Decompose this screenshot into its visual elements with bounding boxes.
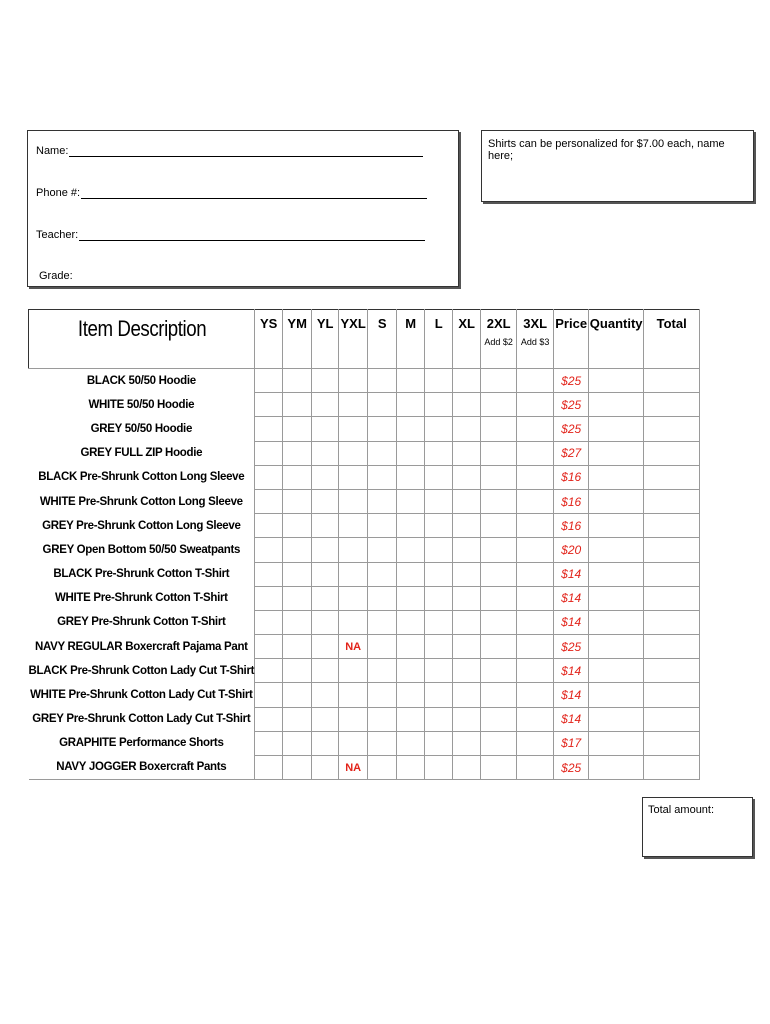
item-description: GREY 50/50 Hoodie — [29, 417, 255, 441]
size-cell-s[interactable] — [368, 489, 397, 513]
size-cell-yl[interactable] — [312, 610, 339, 634]
size-cell-2xl[interactable] — [481, 683, 517, 707]
size-cell-2xl[interactable] — [481, 514, 517, 538]
size-cell-yxl[interactable] — [339, 417, 368, 441]
order-table-body — [29, 369, 700, 780]
item-description: GREY Pre-Shrunk Cotton T-Shirt — [29, 610, 255, 634]
header-2xl-label: 2XL — [486, 316, 511, 331]
size-cell-l[interactable] — [425, 707, 453, 731]
size-cell-3xl[interactable] — [517, 393, 554, 417]
size-cell-l[interactable] — [425, 731, 453, 755]
size-cell-yxl[interactable] — [339, 610, 368, 634]
size-cell-s[interactable] — [368, 707, 397, 731]
table-row — [29, 659, 700, 683]
row-total-cell[interactable] — [644, 417, 700, 441]
size-cell-3xl[interactable] — [517, 441, 554, 465]
size-cell-xl[interactable] — [453, 610, 481, 634]
header-quantity: Quantity — [589, 310, 644, 369]
quantity-cell[interactable] — [589, 731, 644, 755]
size-cell-s[interactable] — [368, 393, 397, 417]
quantity-cell[interactable] — [589, 393, 644, 417]
row-total-cell[interactable] — [644, 610, 700, 634]
table-row — [29, 683, 700, 707]
price-cell: $16 — [554, 514, 589, 538]
size-cell-m[interactable] — [397, 538, 425, 562]
item-description: WHITE Pre-Shrunk Cotton Lady Cut T-Shirt — [29, 683, 255, 707]
size-cell-2xl[interactable] — [481, 731, 517, 755]
size-cell-yl[interactable] — [312, 731, 339, 755]
row-total-cell[interactable] — [644, 465, 700, 489]
size-cell-yxl[interactable] — [339, 731, 368, 755]
header-yxl: YXL — [339, 310, 368, 369]
size-cell-xl[interactable] — [453, 683, 481, 707]
item-description: BLACK Pre-Shrunk Cotton T-Shirt — [29, 562, 255, 586]
quantity-cell[interactable] — [589, 417, 644, 441]
size-cell-ym[interactable] — [283, 707, 312, 731]
size-cell-ym[interactable] — [283, 610, 312, 634]
row-total-cell[interactable] — [644, 538, 700, 562]
row-total-cell[interactable] — [644, 562, 700, 586]
price-cell: $14 — [554, 610, 589, 634]
personalization-text: Shirts can be personalized for $7.00 each, name here; — [488, 138, 725, 162]
row-total-cell[interactable] — [644, 731, 700, 755]
header-2xl-addon: Add $2 — [484, 337, 513, 347]
size-cell-xl[interactable] — [453, 417, 481, 441]
size-cell-3xl[interactable] — [517, 610, 554, 634]
table-header-row — [29, 310, 700, 369]
size-cell-xl[interactable] — [453, 538, 481, 562]
size-cell-3xl[interactable] — [517, 538, 554, 562]
size-cell-3xl[interactable] — [517, 514, 554, 538]
row-total-cell[interactable] — [644, 514, 700, 538]
size-cell-ym[interactable] — [283, 441, 312, 465]
price-cell: $25 — [554, 417, 589, 441]
header-price: Price — [554, 310, 589, 369]
size-cell-ym[interactable] — [283, 393, 312, 417]
price-cell: $16 — [554, 489, 589, 513]
phone-label: Phone #: — [36, 187, 81, 199]
size-cell-xl[interactable] — [453, 707, 481, 731]
header-m: M — [397, 310, 425, 369]
size-cell-3xl[interactable] — [517, 635, 554, 659]
header-s: S — [368, 310, 397, 369]
item-description: WHITE 50/50 Hoodie — [29, 393, 255, 417]
size-cell-l[interactable] — [425, 756, 453, 780]
size-cell-ys[interactable] — [255, 586, 283, 610]
header-ys: YS — [255, 310, 283, 369]
name-field[interactable] — [69, 144, 423, 157]
size-cell-s[interactable] — [368, 538, 397, 562]
header-xl: XL — [453, 310, 481, 369]
table-row — [29, 635, 700, 659]
size-cell-ys[interactable] — [255, 731, 283, 755]
quantity-cell[interactable] — [589, 635, 644, 659]
size-cell-l[interactable] — [425, 683, 453, 707]
price-cell: $14 — [554, 659, 589, 683]
size-cell-ym[interactable] — [283, 489, 312, 513]
item-description: NAVY JOGGER Boxercraft Pants — [29, 756, 255, 780]
row-total-cell[interactable] — [644, 369, 700, 393]
size-cell-m[interactable] — [397, 707, 425, 731]
size-cell-ym[interactable] — [283, 538, 312, 562]
size-cell-yxl[interactable] — [339, 562, 368, 586]
price-cell: $14 — [554, 586, 589, 610]
size-cell-s[interactable] — [368, 610, 397, 634]
size-cell-2xl[interactable] — [481, 489, 517, 513]
size-cell-3xl[interactable] — [517, 417, 554, 441]
size-cell-ys[interactable] — [255, 659, 283, 683]
size-cell-ys[interactable] — [255, 538, 283, 562]
size-cell-l[interactable] — [425, 514, 453, 538]
size-cell-ym[interactable] — [283, 465, 312, 489]
size-cell-ys[interactable] — [255, 417, 283, 441]
size-cell-2xl[interactable] — [481, 393, 517, 417]
contact-info-box — [27, 130, 459, 287]
quantity-cell[interactable] — [589, 756, 644, 780]
row-total-cell[interactable] — [644, 683, 700, 707]
size-cell-s[interactable] — [368, 441, 397, 465]
size-cell-ym[interactable] — [283, 369, 312, 393]
size-cell-m[interactable] — [397, 756, 425, 780]
size-cell-yxl[interactable] — [339, 514, 368, 538]
size-cell-ys[interactable] — [255, 441, 283, 465]
size-cell-yxl[interactable] — [339, 369, 368, 393]
size-cell-ys[interactable] — [255, 369, 283, 393]
size-cell-m[interactable] — [397, 514, 425, 538]
size-cell-m[interactable] — [397, 417, 425, 441]
quantity-cell[interactable] — [589, 586, 644, 610]
size-cell-yxl[interactable] — [339, 659, 368, 683]
size-cell-m[interactable] — [397, 369, 425, 393]
size-cell-ym[interactable] — [283, 659, 312, 683]
item-description: GREY FULL ZIP Hoodie — [29, 441, 255, 465]
quantity-cell[interactable] — [589, 369, 644, 393]
size-cell-l[interactable] — [425, 489, 453, 513]
size-cell-yxl[interactable] — [339, 489, 368, 513]
size-cell-3xl[interactable] — [517, 756, 554, 780]
table-row — [29, 441, 700, 465]
size-cell-xl[interactable] — [453, 562, 481, 586]
size-cell-s[interactable] — [368, 562, 397, 586]
row-total-cell[interactable] — [644, 756, 700, 780]
item-description: WHITE Pre-Shrunk Cotton Long Sleeve — [29, 489, 255, 513]
table-row — [29, 538, 700, 562]
size-cell-3xl[interactable] — [517, 465, 554, 489]
size-cell-l[interactable] — [425, 417, 453, 441]
price-cell: $14 — [554, 562, 589, 586]
row-total-cell[interactable] — [644, 393, 700, 417]
size-cell-yxl[interactable] — [339, 538, 368, 562]
row-total-cell[interactable] — [644, 659, 700, 683]
size-cell-2xl[interactable] — [481, 538, 517, 562]
size-cell-xl[interactable] — [453, 489, 481, 513]
quantity-cell[interactable] — [589, 562, 644, 586]
size-cell-yl[interactable] — [312, 393, 339, 417]
size-cell-yxl[interactable] — [339, 707, 368, 731]
table-row — [29, 489, 700, 513]
size-cell-l[interactable] — [425, 562, 453, 586]
size-cell-ym[interactable] — [283, 514, 312, 538]
table-row — [29, 707, 700, 731]
size-cell-ys[interactable] — [255, 756, 283, 780]
table-row — [29, 417, 700, 441]
size-cell-xl[interactable] — [453, 586, 481, 610]
phone-field[interactable] — [81, 186, 427, 199]
size-cell-3xl[interactable] — [517, 707, 554, 731]
size-cell-ym[interactable] — [283, 756, 312, 780]
table-row — [29, 586, 700, 610]
size-cell-ys[interactable] — [255, 683, 283, 707]
size-cell-ym[interactable] — [283, 562, 312, 586]
size-cell-yl[interactable] — [312, 417, 339, 441]
size-cell-xl[interactable] — [453, 659, 481, 683]
total-amount-box[interactable] — [642, 797, 753, 857]
size-cell-l[interactable] — [425, 659, 453, 683]
size-cell-yl[interactable] — [312, 756, 339, 780]
size-cell-3xl[interactable] — [517, 731, 554, 755]
total-amount-label: Total amount: — [648, 804, 715, 816]
quantity-cell[interactable] — [589, 683, 644, 707]
size-cell-ym[interactable] — [283, 586, 312, 610]
size-cell-yxl[interactable] — [339, 441, 368, 465]
size-cell-3xl[interactable] — [517, 683, 554, 707]
item-description: GRAPHITE Performance Shorts — [29, 731, 255, 755]
quantity-cell[interactable] — [589, 441, 644, 465]
row-total-cell[interactable] — [644, 707, 700, 731]
size-cell-l[interactable] — [425, 586, 453, 610]
size-cell-3xl[interactable] — [517, 659, 554, 683]
size-cell-2xl[interactable] — [481, 659, 517, 683]
size-cell-yxl: NA — [339, 635, 368, 659]
header-total: Total — [644, 310, 700, 369]
order-table — [28, 309, 700, 780]
size-cell-m[interactable] — [397, 683, 425, 707]
size-cell-xl[interactable] — [453, 756, 481, 780]
size-cell-3xl[interactable] — [517, 586, 554, 610]
size-cell-m[interactable] — [397, 731, 425, 755]
table-row — [29, 610, 700, 634]
quantity-cell[interactable] — [589, 707, 644, 731]
size-cell-m[interactable] — [397, 586, 425, 610]
size-cell-s[interactable] — [368, 683, 397, 707]
size-cell-ys[interactable] — [255, 393, 283, 417]
size-cell-yl[interactable] — [312, 562, 339, 586]
phone-row — [36, 186, 427, 199]
size-cell-m[interactable] — [397, 659, 425, 683]
quantity-cell[interactable] — [589, 514, 644, 538]
size-cell-yxl[interactable] — [339, 465, 368, 489]
size-cell-2xl[interactable] — [481, 369, 517, 393]
header-yl: YL — [312, 310, 339, 369]
grade-label: Grade: — [39, 270, 73, 282]
header-2xl — [481, 310, 517, 369]
header-3xl — [517, 310, 554, 369]
size-cell-yl[interactable] — [312, 586, 339, 610]
size-cell-2xl[interactable] — [481, 610, 517, 634]
size-cell-xl[interactable] — [453, 393, 481, 417]
size-cell-2xl[interactable] — [481, 586, 517, 610]
header-l: L — [425, 310, 453, 369]
size-cell-xl[interactable] — [453, 369, 481, 393]
size-cell-l[interactable] — [425, 441, 453, 465]
size-cell-yl[interactable] — [312, 659, 339, 683]
size-cell-2xl[interactable] — [481, 417, 517, 441]
table-row — [29, 369, 700, 393]
size-cell-m[interactable] — [397, 441, 425, 465]
size-cell-ys[interactable] — [255, 514, 283, 538]
size-cell-l[interactable] — [425, 465, 453, 489]
size-cell-ym[interactable] — [283, 417, 312, 441]
grade-row — [39, 270, 73, 282]
size-cell-yxl: NA — [339, 756, 368, 780]
price-cell: $25 — [554, 393, 589, 417]
size-cell-l[interactable] — [425, 538, 453, 562]
size-cell-yl[interactable] — [312, 683, 339, 707]
size-cell-s[interactable] — [368, 659, 397, 683]
header-item-description: Item Description — [45, 310, 237, 369]
size-cell-ys[interactable] — [255, 707, 283, 731]
size-cell-ys[interactable] — [255, 610, 283, 634]
price-cell: $20 — [554, 538, 589, 562]
quantity-cell[interactable] — [589, 659, 644, 683]
size-cell-l[interactable] — [425, 369, 453, 393]
size-cell-m[interactable] — [397, 635, 425, 659]
teacher-field[interactable] — [79, 228, 425, 241]
price-cell: $17 — [554, 731, 589, 755]
size-cell-xl[interactable] — [453, 465, 481, 489]
header-ym: YM — [283, 310, 312, 369]
item-description: BLACK 50/50 Hoodie — [29, 369, 255, 393]
size-cell-m[interactable] — [397, 610, 425, 634]
size-cell-s[interactable] — [368, 369, 397, 393]
quantity-cell[interactable] — [589, 538, 644, 562]
name-label: Name: — [36, 145, 69, 157]
item-description: NAVY REGULAR Boxercraft Pajama Pant — [29, 635, 255, 659]
price-cell: $14 — [554, 707, 589, 731]
size-cell-yxl[interactable] — [339, 683, 368, 707]
size-cell-yl[interactable] — [312, 465, 339, 489]
size-cell-s[interactable] — [368, 514, 397, 538]
size-cell-yl[interactable] — [312, 369, 339, 393]
size-cell-ym[interactable] — [283, 731, 312, 755]
size-cell-yl[interactable] — [312, 489, 339, 513]
size-cell-2xl[interactable] — [481, 635, 517, 659]
size-cell-3xl[interactable] — [517, 562, 554, 586]
price-cell: $25 — [554, 369, 589, 393]
header-3xl-label: 3XL — [523, 316, 548, 331]
size-cell-ys[interactable] — [255, 635, 283, 659]
row-total-cell[interactable] — [644, 586, 700, 610]
size-cell-xl[interactable] — [453, 635, 481, 659]
size-cell-s[interactable] — [368, 635, 397, 659]
size-cell-l[interactable] — [425, 610, 453, 634]
size-cell-m[interactable] — [397, 562, 425, 586]
size-cell-yl[interactable] — [312, 538, 339, 562]
size-cell-ys[interactable] — [255, 562, 283, 586]
size-cell-s[interactable] — [368, 465, 397, 489]
size-cell-m[interactable] — [397, 465, 425, 489]
size-cell-yl[interactable] — [312, 635, 339, 659]
size-cell-yxl[interactable] — [339, 586, 368, 610]
size-cell-s[interactable] — [368, 731, 397, 755]
size-cell-s[interactable] — [368, 756, 397, 780]
quantity-cell[interactable] — [589, 610, 644, 634]
size-cell-xl[interactable] — [453, 441, 481, 465]
size-cell-l[interactable] — [425, 393, 453, 417]
item-description: BLACK Pre-Shrunk Cotton Long Sleeve — [29, 465, 255, 489]
size-cell-ym[interactable] — [283, 635, 312, 659]
table-row — [29, 514, 700, 538]
price-cell: $25 — [554, 756, 589, 780]
size-cell-s[interactable] — [368, 417, 397, 441]
item-description: GREY Pre-Shrunk Cotton Long Sleeve — [29, 514, 255, 538]
size-cell-2xl[interactable] — [481, 441, 517, 465]
size-cell-xl[interactable] — [453, 731, 481, 755]
size-cell-m[interactable] — [397, 393, 425, 417]
size-cell-ys[interactable] — [255, 489, 283, 513]
size-cell-3xl[interactable] — [517, 369, 554, 393]
table-row — [29, 562, 700, 586]
table-row — [29, 393, 700, 417]
header-3xl-addon: Add $3 — [520, 337, 550, 347]
price-cell: $27 — [554, 441, 589, 465]
name-row — [36, 144, 423, 157]
size-cell-ys[interactable] — [255, 465, 283, 489]
size-cell-2xl[interactable] — [481, 465, 517, 489]
personalization-box[interactable] — [481, 130, 754, 202]
size-cell-l[interactable] — [425, 635, 453, 659]
row-total-cell[interactable] — [644, 635, 700, 659]
item-description: BLACK Pre-Shrunk Cotton Lady Cut T-Shirt — [29, 659, 255, 683]
table-row — [29, 465, 700, 489]
size-cell-s[interactable] — [368, 586, 397, 610]
size-cell-2xl[interactable] — [481, 756, 517, 780]
item-description: WHITE Pre-Shrunk Cotton T-Shirt — [29, 586, 255, 610]
price-cell: $16 — [554, 465, 589, 489]
size-cell-yl[interactable] — [312, 707, 339, 731]
teacher-label: Teacher: — [36, 229, 79, 241]
size-cell-m[interactable] — [397, 489, 425, 513]
teacher-row — [36, 228, 425, 241]
size-cell-xl[interactable] — [453, 514, 481, 538]
size-cell-ym[interactable] — [283, 683, 312, 707]
item-description: GREY Pre-Shrunk Cotton Lady Cut T-Shirt — [29, 707, 255, 731]
quantity-cell[interactable] — [589, 465, 644, 489]
price-cell: $25 — [554, 635, 589, 659]
size-cell-yxl[interactable] — [339, 393, 368, 417]
size-cell-2xl[interactable] — [481, 562, 517, 586]
size-cell-2xl[interactable] — [481, 707, 517, 731]
row-total-cell[interactable] — [644, 441, 700, 465]
price-cell: $14 — [554, 683, 589, 707]
table-row — [29, 756, 700, 780]
size-cell-3xl[interactable] — [517, 489, 554, 513]
size-cell-yl[interactable] — [312, 514, 339, 538]
size-cell-yl[interactable] — [312, 441, 339, 465]
table-row — [29, 731, 700, 755]
item-description: GREY Open Bottom 50/50 Sweatpants — [29, 538, 255, 562]
quantity-cell[interactable] — [589, 489, 644, 513]
row-total-cell[interactable] — [644, 489, 700, 513]
